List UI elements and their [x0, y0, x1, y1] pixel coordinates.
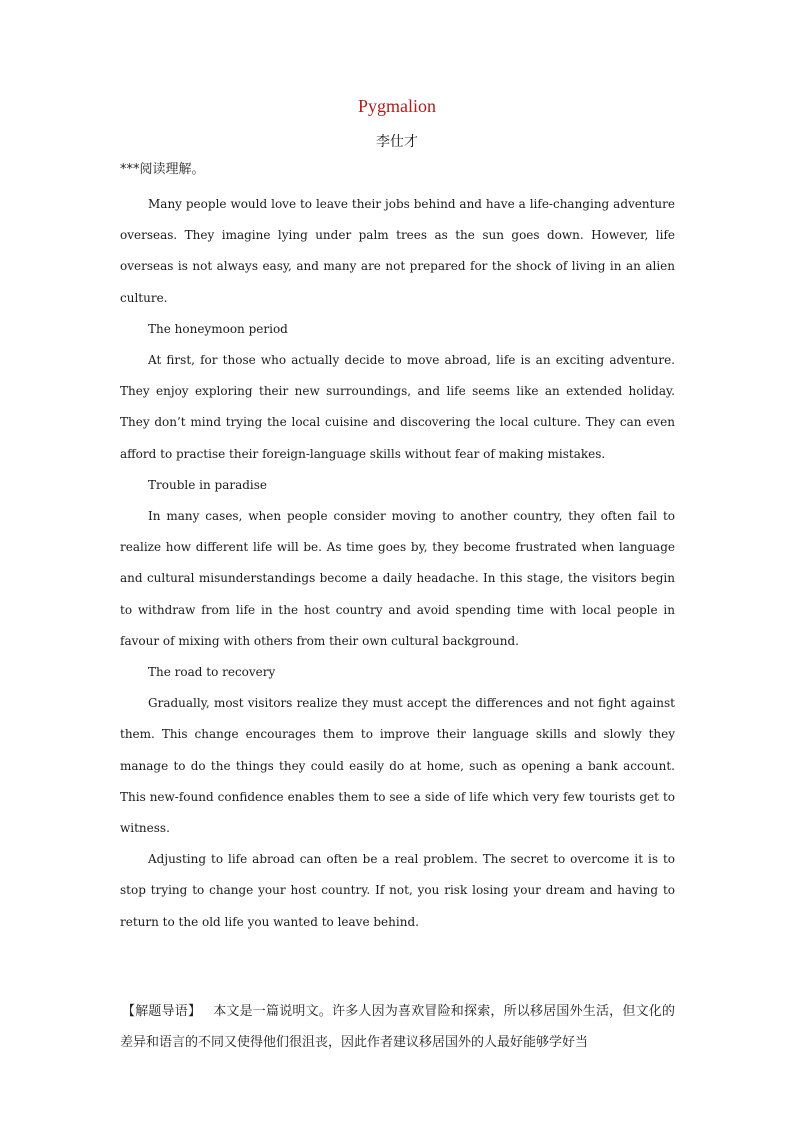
section-label: ***阅读理解。: [120, 162, 205, 177]
paragraph-intro: Many people would love to leave their jobs behind and have a life-changing adventure overseas. They imagine lying under palm trees as the sun goes down. However, life overseas is not always easy, and many are not prepared for the shock of living in an alien culture.: [120, 197, 675, 305]
guide-text: 本文是一篇说明文。许多人因为喜欢冒险和探索，所以移居国外生活，但文化的差异和语言的不同又使得他们很沮丧，因此作者建议移居国外的人最好能够学好当: [120, 1004, 675, 1050]
answer-guide: [120, 996, 675, 1058]
document-title: Pygmalion: [357, 96, 436, 116]
paragraph-trouble: In many cases, when people consider moving to another country, they often fail to realize how different life will be. As time goes by, they become frustrated when language and cultural misunderstandings become a daily headache. In this stage, the visitors begin to withdraw from life in the host country and avoid spending time with local people in favour of mixing with others from their own cultural background.: [120, 509, 675, 648]
subheading-recovery: The road to recovery: [148, 665, 276, 680]
subheading-honeymoon: The honeymoon period: [148, 321, 288, 336]
paragraph-recovery: Gradually, most visitors realize they must accept the differences and not fight against them. This change encourages them to improve their language skills and slowly they manage to do the things they could easily do at home, such as opening a bank account. This new-found confidence enables them to see a side of life which very few tourists get to witness.: [120, 696, 675, 836]
subheading-trouble: Trouble in paradise: [148, 477, 268, 492]
guide-label: 【解题导语】: [122, 1004, 202, 1019]
paragraph-honeymoon: At first, for those who actually decide to move abroad, life is an exciting adventure. They enjoy exploring their new surroundings, and life seems like an extended holiday. They don’t mind trying the local cuisine and discovering the local culture. They can even afford to practise their foreign-language skills without fear of making mistakes.: [120, 353, 675, 461]
paragraph-conclusion: Adjusting to life abroad can often be a real problem. The secret to overcome it is to stop trying to change your host country. If not, you risk losing your dream and having to return to the old life you wanted to leave behind.: [120, 852, 675, 929]
passage-body: [120, 189, 675, 938]
document-author: 李仕才: [376, 134, 418, 150]
